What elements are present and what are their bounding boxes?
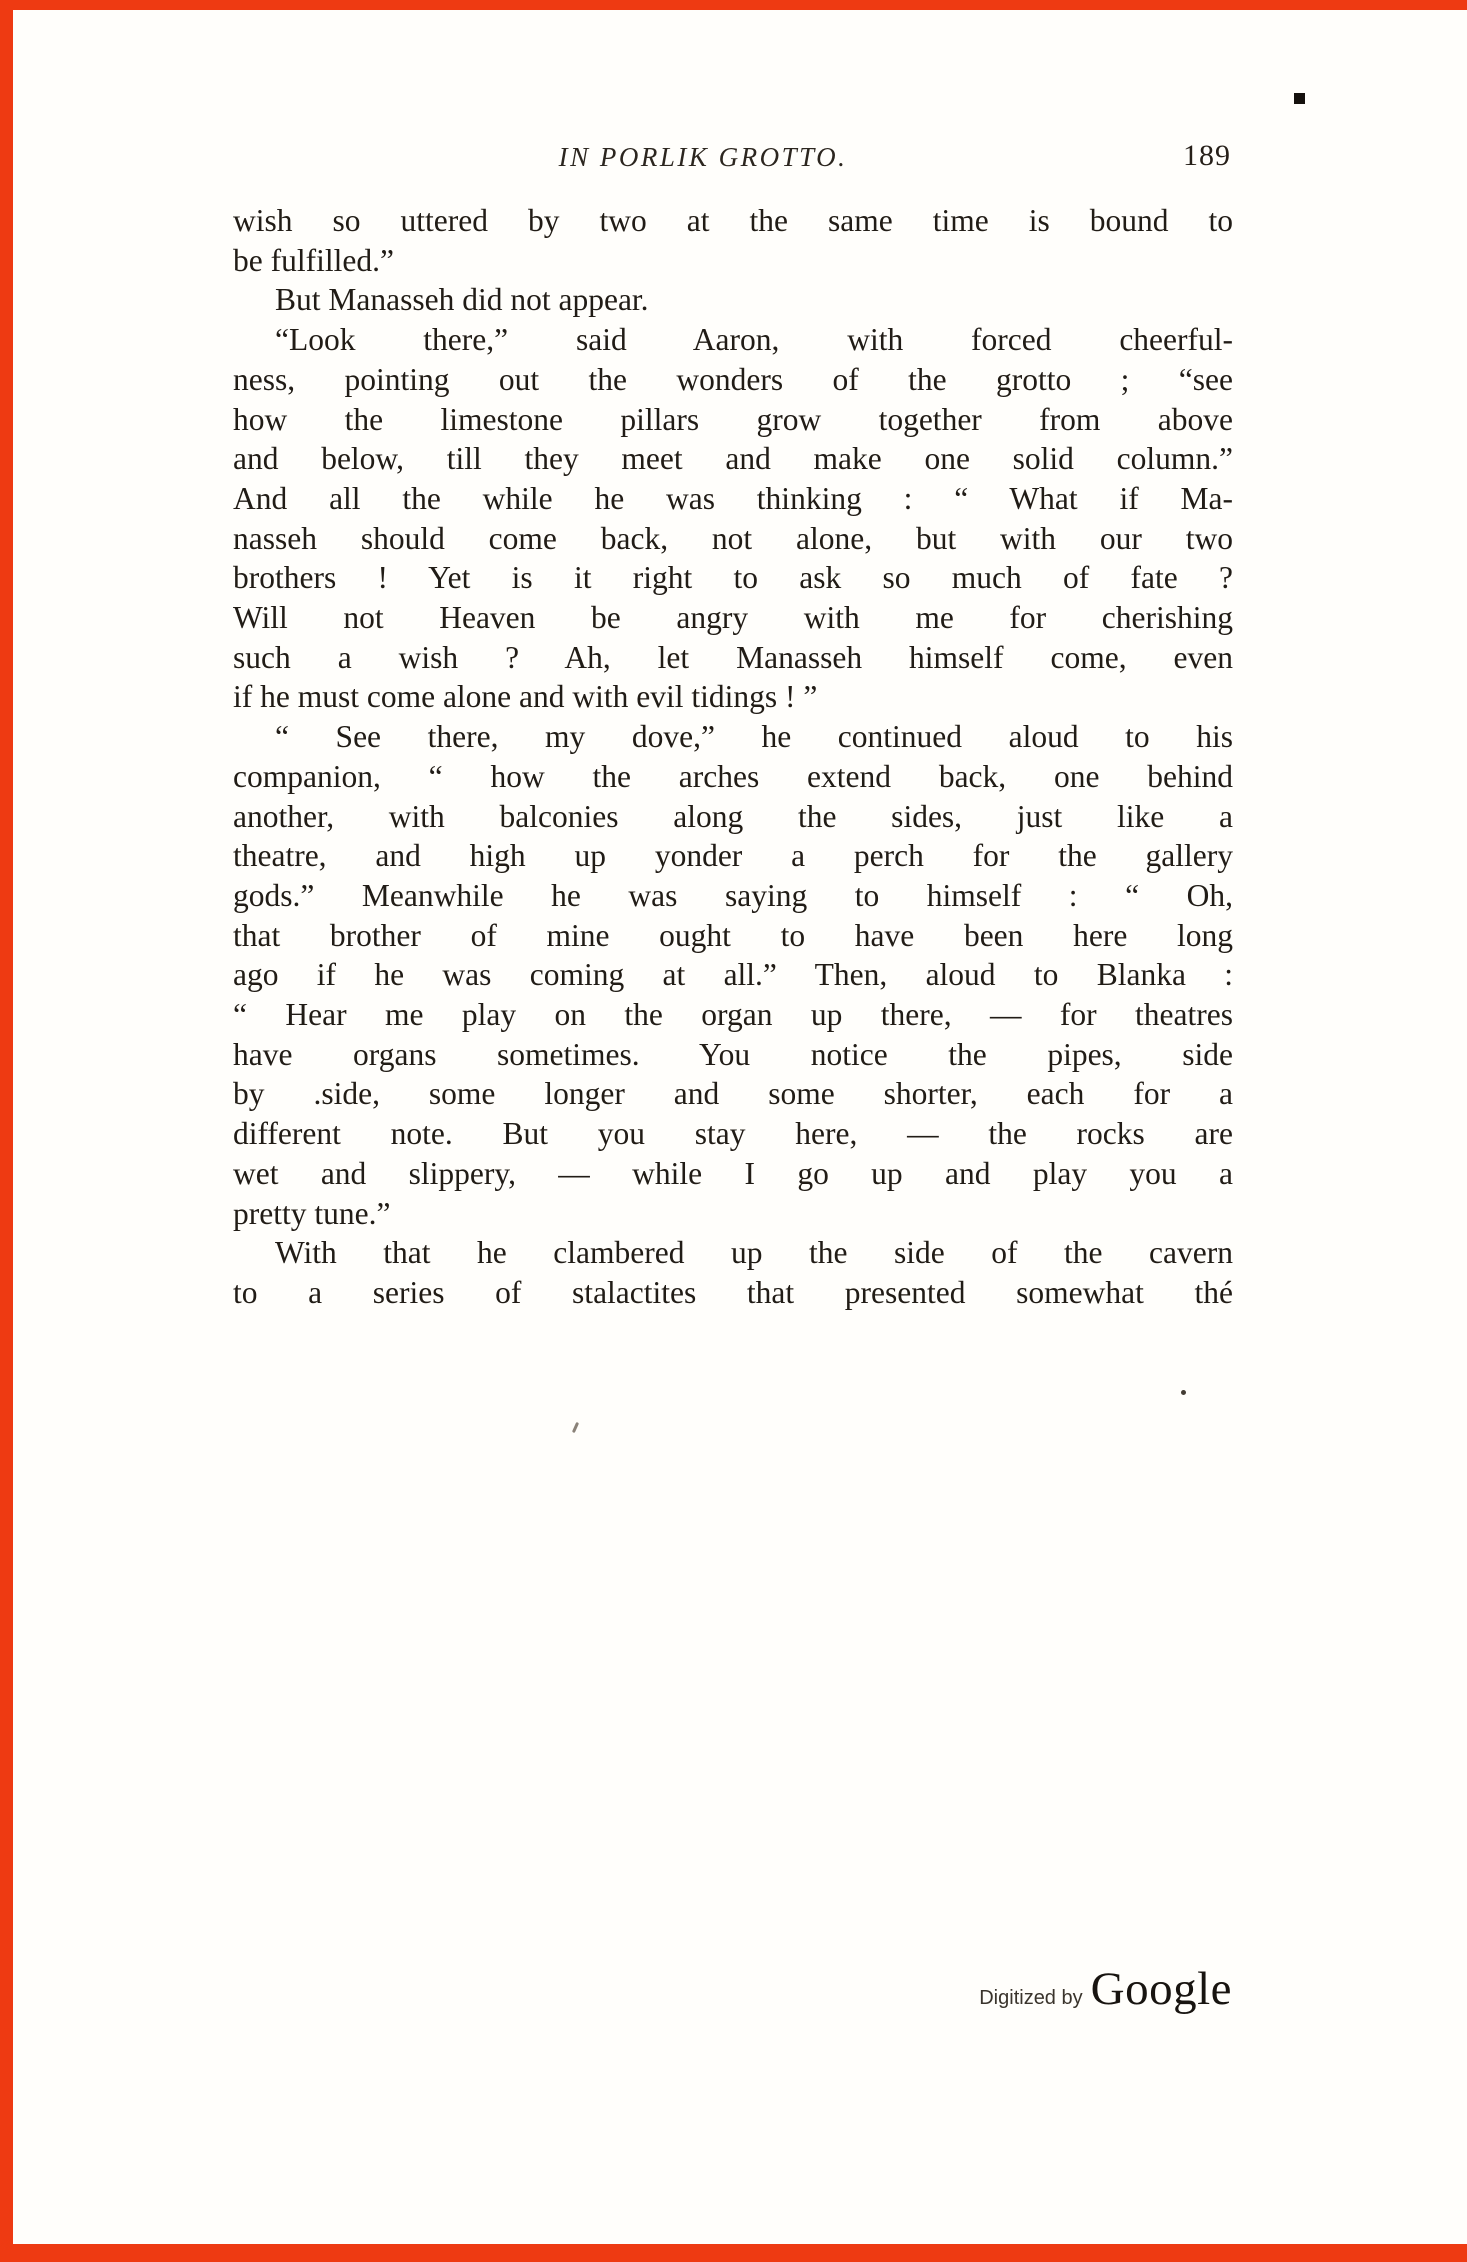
text-line: “Look there,” said Aaron, with forced cheerful- [275,322,1233,358]
ink-square-artifact [1294,93,1305,104]
page-body [233,201,1233,1313]
scan-edge-left [0,0,13,2262]
text-line: another, with balconies along the sides, just like a [233,798,1233,834]
text-line: if he must come alone and with evil tidings ! ” [233,679,818,715]
text-line: And all the while he was thinking : “ What if Ma- [233,480,1233,516]
text-line: companion, “ how the arches extend back, one behind [233,758,1233,794]
text-line: ago if he was coming at all.” Then, aloud to Blanka : [233,957,1233,993]
text-line: brothers ! Yet is it right to ask so much of fate ? [233,560,1233,596]
text-line: gods.” Meanwhile he was saying to himself : “ Oh, [233,877,1233,913]
digitized-by-label: Digitized by [979,1987,1083,2009]
text-line: such a wish ? Ah, let Manasseh himself come, even [233,639,1233,675]
tick-mark-artifact [572,1422,579,1433]
scan-edge-top [0,0,1467,10]
page-footer [979,1962,1232,2016]
text-line: But Manasseh did not appear. [275,282,649,318]
text-line: “ See there, my dove,” he continued aloud to his [275,719,1233,755]
page-number: 189 [1183,139,1231,172]
text-line: and below, till they meet and make one solid column.” [233,441,1233,477]
text-line: pretty tune.” [233,1195,391,1231]
text-line: different note. But you stay here, — the rocks are [233,1116,1233,1152]
text-line: by .side, some longer and some shorter, each for a [233,1076,1233,1112]
text-line: “ Hear me play on the organ up there, — for theatres [233,997,1233,1033]
google-logo: Google [1090,1963,1232,2015]
text-line: that brother of mine ought to have been here long [233,917,1233,953]
text-line: be fulfilled.” [233,242,394,278]
scan-edge-bottom [0,2244,1467,2262]
text-line: nasseh should come back, not alone, but with our two [233,520,1233,556]
running-title: IN PORLIK GROTTO. [558,142,848,172]
text-line: have organs sometimes. You notice the pipes, side [233,1036,1233,1072]
text-line: ness, pointing out the wonders of the grotto ; “see [233,361,1233,397]
text-line: to a series of stalactites that presented somewhat thé [233,1274,1233,1310]
text-line: With that he clambered up the side of the cavern [275,1235,1233,1271]
text-line: how the limestone pillars grow together from above [233,401,1233,437]
text-line: wish so uttered by two at the same time is bound to [233,203,1233,238]
text-line: wet and slippery, — while I go up and play you a [233,1155,1233,1191]
text-line: theatre, and high up yonder a perch for the gallery [233,838,1233,874]
page-header [233,139,1233,184]
dot-artifact [1181,1390,1186,1395]
text-line: Will not Heaven be angry with me for cherishing [233,600,1233,636]
